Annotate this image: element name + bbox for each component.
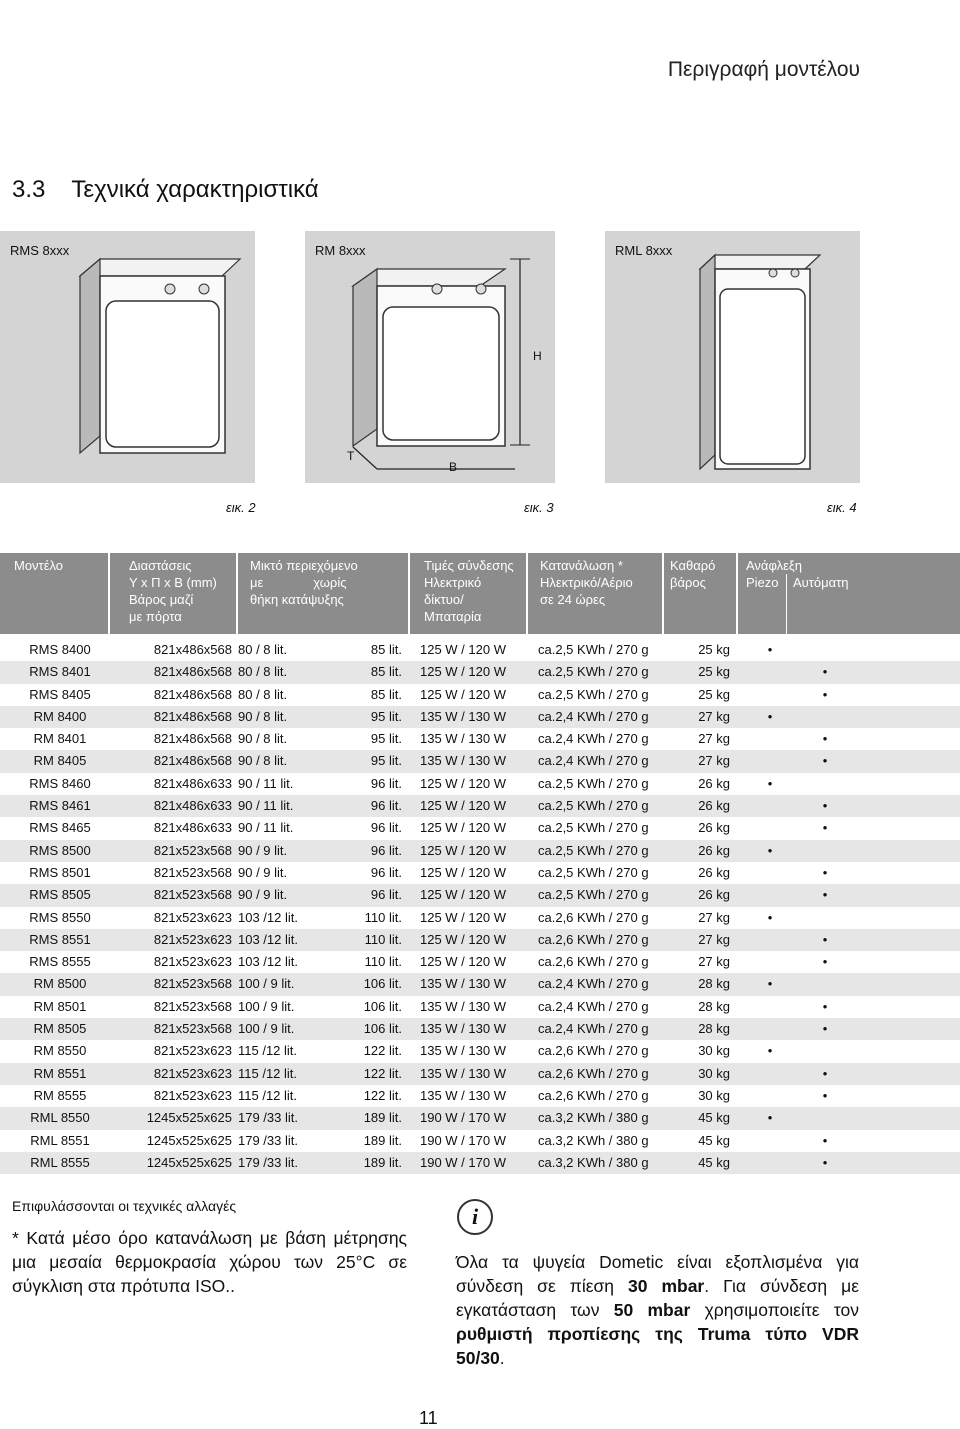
cell-dimensions: 821x486x568	[153, 708, 232, 724]
cell-volume-without: 85 lit.	[370, 642, 402, 657]
cell-volume-without: 110 lit.	[364, 954, 402, 970]
cell-consumption: ca.2,5 KWh / 270 g	[538, 864, 649, 880]
cell-weight: 28 kg	[698, 998, 730, 1014]
piezo-mark: •	[767, 708, 773, 724]
cell-volume-without: 122 lit.	[363, 1065, 402, 1081]
table-row	[0, 951, 960, 973]
cell-volume-with: 115 /12 lit.	[238, 1087, 298, 1103]
cell-model: RM 8550	[33, 1043, 87, 1059]
figure-label: RM 8xxx	[315, 243, 366, 258]
cell-weight: 26 kg	[698, 842, 730, 858]
cell-model: RM 8555	[33, 1087, 87, 1103]
table-row	[0, 996, 960, 1018]
cell-volume-with: 80 / 8 lit.	[238, 686, 288, 702]
cell-consumption: ca.2,5 KWh / 270 g	[538, 775, 649, 791]
cell-volume-without: 189 lit.	[363, 1110, 402, 1126]
auto-mark: •	[822, 1087, 828, 1103]
cell-power: 190 W / 170 W	[420, 1132, 506, 1148]
cell-power: 135 W / 130 W	[420, 753, 506, 769]
figure-rms	[0, 231, 255, 483]
cell-power: 135 W / 130 W	[420, 1021, 506, 1037]
figure-caption: εικ. 3	[524, 500, 554, 515]
cell-volume-without: 106 lit.	[363, 998, 402, 1014]
cell-volume-without: 122 lit.	[363, 1043, 402, 1059]
cell-dimensions: 821x486x633	[153, 775, 232, 791]
table-row	[0, 684, 960, 706]
cell-consumption: ca.2,6 KWh / 270 g	[538, 954, 649, 970]
page-header: Περιγραφή μοντέλου	[667, 58, 860, 81]
table-row	[0, 929, 960, 951]
cell-volume-with: 179 /33 lit.	[238, 1110, 298, 1126]
piezo-mark: •	[767, 775, 773, 791]
header-auto: Αυτόματη	[793, 575, 849, 590]
cell-power: 135 W / 130 W	[420, 1065, 506, 1081]
cell-volume-without: 95 lit.	[370, 731, 402, 747]
cell-model: RMS 8405	[29, 686, 91, 702]
table-row	[0, 661, 960, 683]
cell-volume-with: 179 /33 lit.	[238, 1132, 298, 1148]
dimension-t: T	[347, 449, 355, 463]
cell-volume-with: 100 / 9 lit.	[238, 1021, 295, 1037]
cell-weight: 28 kg	[698, 1021, 730, 1037]
cell-consumption: ca.2,4 KWh / 270 g	[538, 976, 649, 992]
auto-mark: •	[822, 1154, 828, 1170]
cell-model: RMS 8505	[29, 887, 91, 903]
table-row	[0, 750, 960, 772]
cell-power: 135 W / 130 W	[420, 731, 506, 747]
cell-dimensions: 1245x525x625	[146, 1132, 232, 1148]
table-row	[0, 728, 960, 750]
auto-mark: •	[822, 664, 828, 680]
info-icon: i	[457, 1199, 493, 1235]
cell-power: 125 W / 120 W	[420, 686, 506, 702]
cell-model: RML 8555	[30, 1154, 90, 1170]
auto-mark: •	[822, 820, 828, 836]
cell-power: 125 W / 120 W	[420, 954, 506, 970]
cell-model: RMS 8465	[29, 820, 91, 836]
table-body	[0, 639, 960, 1174]
cell-volume-without: 96 lit.	[370, 798, 402, 814]
cell-model: RM 8405	[33, 753, 87, 769]
cell-dimensions: 821x523x623	[153, 909, 232, 925]
page-number: 11	[419, 1408, 438, 1428]
cell-power: 135 W / 130 W	[420, 1087, 506, 1103]
cell-volume-without: 189 lit.	[363, 1154, 402, 1170]
cell-model: RMS 8550	[29, 909, 91, 925]
cell-volume-with: 80 / 8 lit.	[238, 642, 288, 657]
cell-model: RM 8400	[33, 708, 87, 724]
auto-mark: •	[822, 998, 828, 1014]
cell-volume-with: 103 /12 lit.	[238, 931, 298, 947]
cell-volume-with: 103 /12 lit.	[238, 954, 298, 970]
cell-volume-with: 103 /12 lit.	[238, 909, 298, 925]
cell-consumption: ca.2,4 KWh / 270 g	[538, 998, 649, 1014]
table-row	[0, 1130, 960, 1152]
cell-weight: 27 kg	[698, 708, 730, 724]
auto-mark: •	[822, 1132, 828, 1148]
cell-dimensions: 821x486x568	[153, 753, 232, 769]
table-row	[0, 862, 960, 884]
cell-power: 135 W / 130 W	[420, 708, 506, 724]
cell-weight: 27 kg	[698, 931, 730, 947]
auto-mark: •	[822, 1021, 828, 1037]
cell-dimensions: 821x523x623	[153, 931, 232, 947]
cell-model: RMS 8460	[29, 775, 91, 791]
cell-model: RMS 8400	[29, 642, 91, 657]
cell-volume-with: 100 / 9 lit.	[238, 976, 295, 992]
cell-model: RM 8500	[33, 976, 87, 992]
cell-volume-with: 115 /12 lit.	[238, 1065, 298, 1081]
cell-consumption: ca.3,2 KWh / 380 g	[538, 1110, 649, 1126]
cell-dimensions: 821x523x623	[153, 1087, 232, 1103]
cell-consumption: ca.2,6 KWh / 270 g	[538, 1065, 649, 1081]
piezo-mark: •	[767, 842, 773, 858]
cell-volume-without: 85 lit.	[370, 686, 402, 702]
auto-mark: •	[822, 887, 828, 903]
cell-power: 190 W / 170 W	[420, 1154, 506, 1170]
cell-model: RML 8551	[30, 1132, 90, 1148]
cell-volume-with: 115 /12 lit.	[238, 1043, 298, 1059]
auto-mark: •	[822, 686, 828, 702]
piezo-mark: •	[767, 909, 773, 925]
table-row	[0, 1018, 960, 1040]
cell-volume-without: 96 lit.	[370, 864, 402, 880]
cell-dimensions: 821x523x568	[153, 976, 232, 992]
cell-dimensions: 821x523x623	[153, 1043, 232, 1059]
cell-model: RM 8401	[33, 731, 87, 747]
cell-volume-with: 90 / 9 lit.	[238, 864, 288, 880]
cell-model: RMS 8501	[29, 864, 91, 880]
figure-label: RML 8xxx	[615, 243, 673, 258]
info-note: Όλα τα ψυγεία Dometic είναι εξοπλισμένα για σύνδεση σε πίεση 30 mbar. Για σύνδεση με εγκατάσταση των 50 mbar χρησιμοποιείτε τον ρυθμιστή προπίεσης της Truma τύπο VDR 50/30.	[456, 1252, 859, 1368]
cell-power: 125 W / 120 W	[420, 842, 506, 858]
cell-model: RMS 8551	[29, 931, 91, 947]
figure-rml	[605, 231, 860, 483]
cell-consumption: ca.2,4 KWh / 270 g	[538, 1021, 649, 1037]
cell-weight: 26 kg	[698, 798, 730, 814]
cell-dimensions: 821x523x568	[153, 842, 232, 858]
cell-volume-with: 90 / 11 lit.	[238, 820, 294, 836]
auto-mark: •	[822, 931, 828, 947]
cell-volume-with: 90 / 9 lit.	[238, 842, 288, 858]
table-row	[0, 817, 960, 839]
section-heading: Τεχνικά χαρακτηριστικά	[71, 176, 319, 203]
cell-volume-with: 179 /33 lit.	[238, 1154, 298, 1170]
table-row	[0, 639, 960, 661]
header-ignition: Ανάφλεξη	[746, 558, 802, 573]
cell-consumption: ca.2,6 KWh / 270 g	[538, 909, 649, 925]
cell-dimensions: 821x523x568	[153, 998, 232, 1014]
cell-power: 125 W / 120 W	[420, 864, 506, 880]
cell-volume-with: 80 / 8 lit.	[238, 664, 288, 680]
cell-dimensions: 821x486x568	[153, 642, 232, 657]
fridge-illustration	[0, 231, 255, 483]
cell-consumption: ca.3,2 KWh / 380 g	[538, 1154, 649, 1170]
section-title	[12, 176, 319, 204]
table-row	[0, 840, 960, 862]
table-row	[0, 884, 960, 906]
cell-power: 125 W / 120 W	[420, 664, 506, 680]
cell-volume-without: 106 lit.	[363, 976, 402, 992]
header-volume: Μικτό περιεχόμενο με χωρίς θήκη κατάψυξης	[250, 558, 358, 607]
dimension-b: B	[449, 460, 458, 474]
cell-weight: 26 kg	[698, 887, 730, 903]
cell-power: 125 W / 120 W	[420, 887, 506, 903]
cell-consumption: ca.2,5 KWh / 270 g	[538, 642, 649, 657]
cell-volume-with: 90 / 9 lit.	[238, 887, 288, 903]
table-row	[0, 706, 960, 728]
cell-weight: 27 kg	[698, 909, 730, 925]
cell-consumption: ca.2,6 KWh / 270 g	[538, 931, 649, 947]
table-header	[0, 553, 960, 634]
cell-volume-without: 96 lit.	[370, 842, 402, 858]
cell-consumption: ca.2,6 KWh / 270 g	[538, 1087, 649, 1103]
cell-weight: 30 kg	[698, 1087, 730, 1103]
piezo-mark: •	[767, 1110, 773, 1126]
cell-consumption: ca.2,4 KWh / 270 g	[538, 708, 649, 724]
table-row	[0, 1040, 960, 1062]
cell-weight: 30 kg	[698, 1043, 730, 1059]
cell-dimensions: 821x486x568	[153, 686, 232, 702]
cell-power: 125 W / 120 W	[420, 798, 506, 814]
cell-model: RMS 8555	[29, 954, 91, 970]
cell-dimensions: 821x486x633	[153, 798, 232, 814]
cell-dimensions: 1245x525x625	[146, 1154, 232, 1170]
cell-weight: 28 kg	[698, 976, 730, 992]
cell-model: RM 8551	[33, 1065, 87, 1081]
cell-power: 135 W / 130 W	[420, 998, 506, 1014]
cell-weight: 25 kg	[698, 664, 730, 680]
cell-weight: 45 kg	[698, 1132, 730, 1148]
cell-model: RMS 8461	[29, 798, 91, 814]
header-piezo: Piezo	[746, 575, 779, 590]
cell-power: 125 W / 120 W	[420, 909, 506, 925]
cell-weight: 27 kg	[698, 731, 730, 747]
auto-mark: •	[822, 753, 828, 769]
cell-model: RM 8501	[33, 998, 87, 1014]
cell-power: 125 W / 120 W	[420, 931, 506, 947]
cell-consumption: ca.2,5 KWh / 270 g	[538, 686, 649, 702]
cell-volume-with: 90 / 11 lit.	[238, 775, 294, 791]
cell-volume-without: 189 lit.	[363, 1132, 402, 1148]
dimension-h: H	[533, 349, 542, 363]
piezo-mark: •	[767, 642, 773, 657]
cell-weight: 26 kg	[698, 864, 730, 880]
cell-volume-with: 100 / 9 lit.	[238, 998, 295, 1014]
cell-volume-without: 96 lit.	[370, 820, 402, 836]
cell-consumption: ca.3,2 KWh / 380 g	[538, 1132, 649, 1148]
auto-mark: •	[822, 1065, 828, 1081]
cell-consumption: ca.2,5 KWh / 270 g	[538, 842, 649, 858]
cell-volume-without: 122 lit.	[363, 1087, 402, 1103]
cell-dimensions: 821x486x633	[153, 820, 232, 836]
cell-dimensions: 821x486x568	[153, 731, 232, 747]
piezo-mark: •	[767, 1043, 773, 1059]
table-row	[0, 1107, 960, 1129]
cell-volume-with: 90 / 8 lit.	[238, 708, 288, 724]
cell-power: 135 W / 130 W	[420, 976, 506, 992]
table-row	[0, 795, 960, 817]
section-number: 3.3	[12, 176, 46, 203]
cell-volume-without: 96 lit.	[370, 775, 402, 791]
header-dimensions: Διαστάσεις Y x Π x B (mm) Βάρος μαζί με πόρτα	[129, 558, 217, 624]
header-consumption: Κατανάλωση * Ηλεκτρικό/Αέριο σε 24 ώρες	[540, 558, 633, 607]
cell-weight: 45 kg	[698, 1110, 730, 1126]
cell-volume-with: 90 / 8 lit.	[238, 753, 288, 769]
cell-consumption: ca.2,5 KWh / 270 g	[538, 798, 649, 814]
cell-model: RMS 8500	[29, 842, 91, 858]
table-row	[0, 1152, 960, 1174]
cell-weight: 26 kg	[698, 820, 730, 836]
cell-volume-without: 106 lit.	[363, 1021, 402, 1037]
table-row	[0, 773, 960, 795]
cell-dimensions: 821x523x568	[153, 1021, 232, 1037]
cell-weight: 30 kg	[698, 1065, 730, 1081]
footnote: * Κατά μέσο όρο κατανάλωση με βάση μέτρησης μια μεσαία θερμοκρασία χώρου των 25°C σε σύγκλιση στα πρότυπα ISO..	[12, 1228, 407, 1296]
figure-label: RMS 8xxx	[10, 243, 70, 258]
table-row	[0, 1063, 960, 1085]
cell-power: 125 W / 120 W	[420, 820, 506, 836]
cell-volume-without: 110 lit.	[364, 931, 402, 947]
cell-volume-without: 110 lit.	[364, 909, 402, 925]
cell-volume-without: 95 lit.	[370, 753, 402, 769]
changes-note: Επιφυλάσσονται οι τεχνικές αλλαγές	[12, 1198, 237, 1214]
cell-consumption: ca.2,6 KWh / 270 g	[538, 1043, 649, 1059]
cell-volume-without: 95 lit.	[370, 708, 402, 724]
header-power: Τιμές σύνδεσης Ηλεκτρικό δίκτυο/ Μπαταρία	[424, 558, 514, 624]
cell-weight: 45 kg	[698, 1154, 730, 1170]
cell-dimensions: 821x486x568	[153, 664, 232, 680]
cell-dimensions: 821x523x568	[153, 887, 232, 903]
figure-caption: εικ. 4	[827, 500, 857, 515]
figure-rm	[305, 231, 555, 483]
cell-consumption: ca.2,5 KWh / 270 g	[538, 664, 649, 680]
figure-caption: εικ. 2	[226, 500, 256, 515]
cell-power: 135 W / 130 W	[420, 1043, 506, 1059]
cell-volume-without: 96 lit.	[370, 887, 402, 903]
cell-power: 125 W / 120 W	[420, 775, 506, 791]
cell-weight: 27 kg	[698, 954, 730, 970]
auto-mark: •	[822, 864, 828, 880]
cell-consumption: ca.2,4 KWh / 270 g	[538, 731, 649, 747]
cell-dimensions: 821x523x623	[153, 954, 232, 970]
cell-model: RMS 8401	[29, 664, 91, 680]
cell-volume-with: 90 / 11 lit.	[238, 798, 294, 814]
cell-volume-without: 85 lit.	[370, 664, 402, 680]
auto-mark: •	[822, 731, 828, 747]
piezo-mark: •	[767, 976, 773, 992]
tall-fridge-illustration	[605, 231, 860, 483]
table-row	[0, 973, 960, 995]
table-row	[0, 907, 960, 929]
cell-dimensions: 821x523x623	[153, 1065, 232, 1081]
cell-dimensions: 821x523x568	[153, 864, 232, 880]
cell-weight: 25 kg	[698, 686, 730, 702]
cell-power: 190 W / 170 W	[420, 1110, 506, 1126]
cell-weight: 25 kg	[698, 642, 730, 657]
fridge-dimension-illustration	[305, 231, 555, 483]
cell-consumption: ca.2,5 KWh / 270 g	[538, 820, 649, 836]
cell-consumption: ca.2,5 KWh / 270 g	[538, 887, 649, 903]
header-model: Μοντέλο	[14, 558, 64, 573]
cell-consumption: ca.2,4 KWh / 270 g	[538, 753, 649, 769]
cell-dimensions: 1245x525x625	[146, 1110, 232, 1126]
cell-power: 125 W / 120 W	[420, 642, 506, 657]
auto-mark: •	[822, 954, 828, 970]
header-weight: Καθαρό βάρος	[670, 558, 716, 590]
cell-weight: 27 kg	[698, 753, 730, 769]
cell-weight: 26 kg	[698, 775, 730, 791]
cell-volume-with: 90 / 8 lit.	[238, 731, 288, 747]
auto-mark: •	[822, 798, 828, 814]
table-row	[0, 1085, 960, 1107]
cell-model: RML 8550	[30, 1110, 90, 1126]
cell-model: RM 8505	[33, 1021, 87, 1037]
